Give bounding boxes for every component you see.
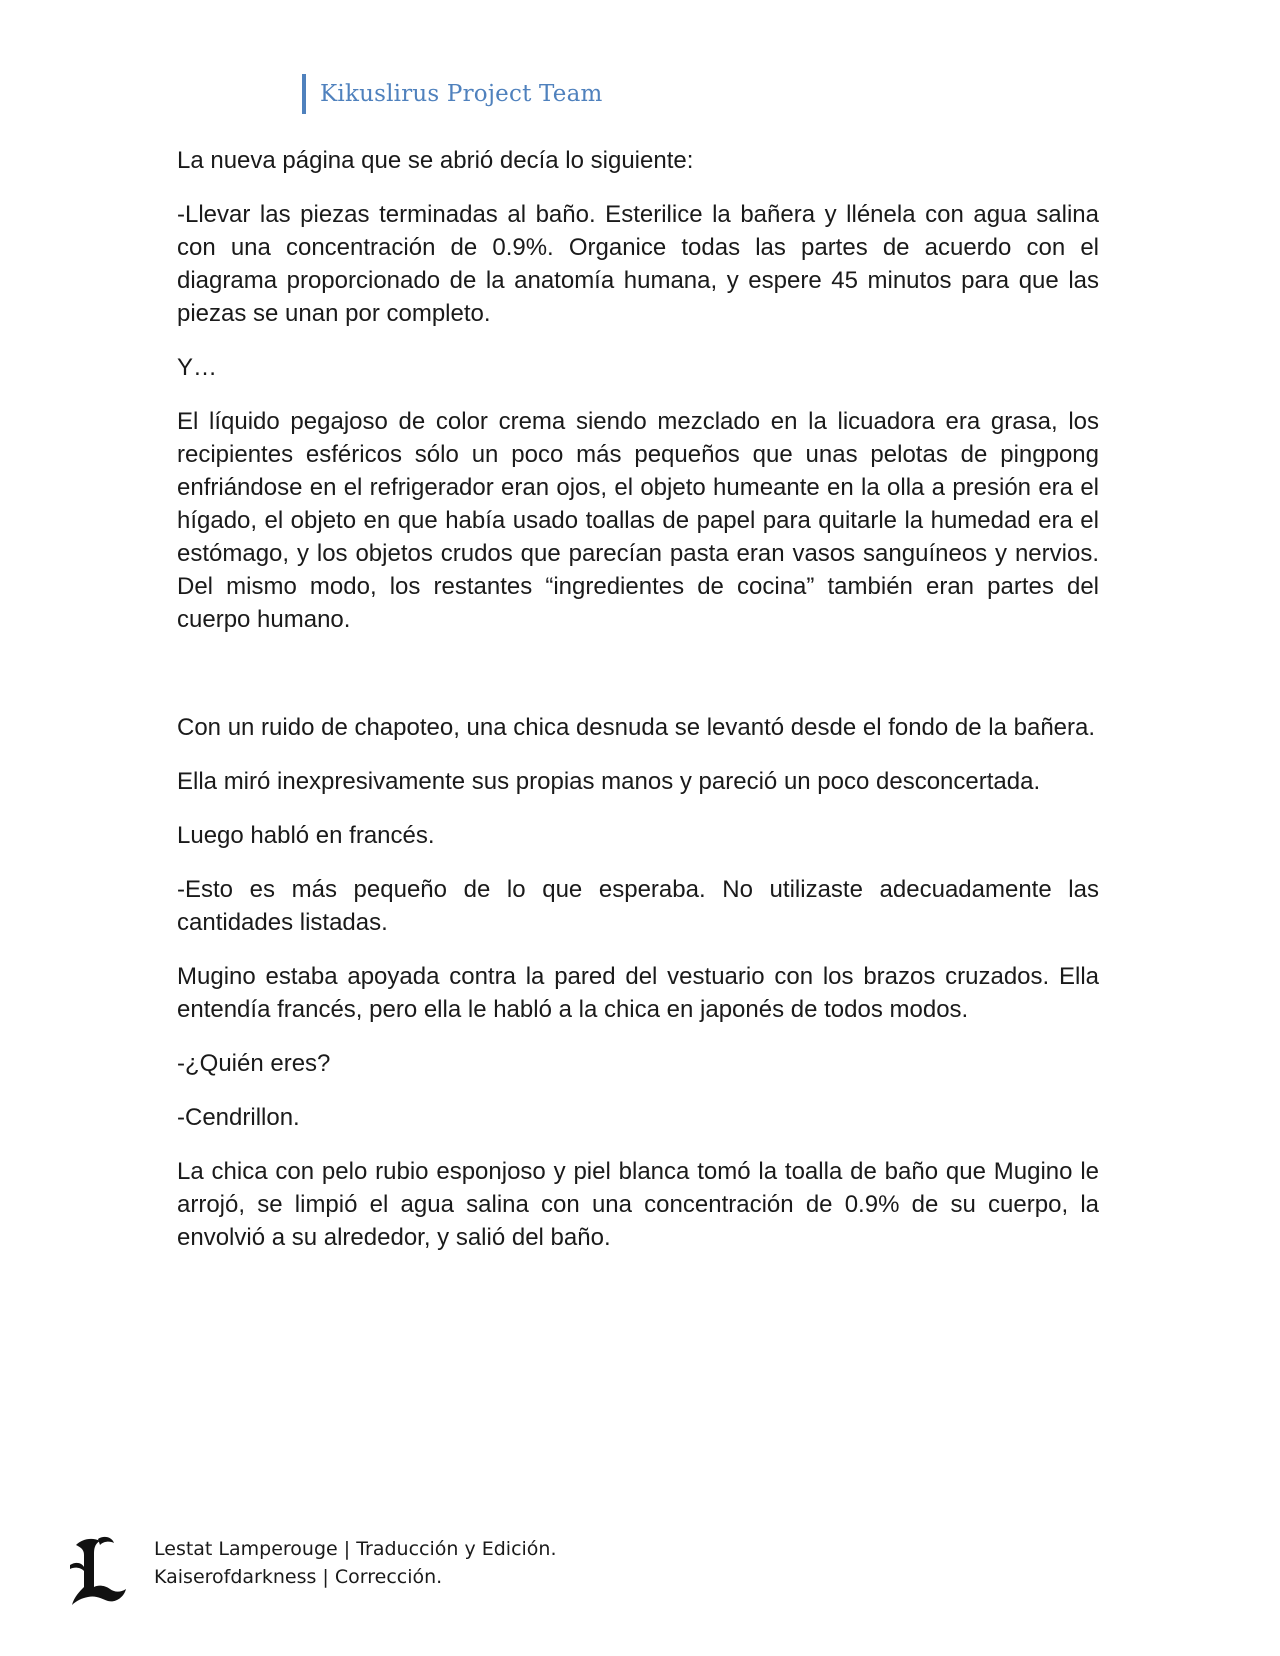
paragraph: -Cendrillon. (177, 1104, 300, 1131)
paragraph: Con un ruido de chapoteo, una chica desnuda se levantó desde el fondo de la bañera. (177, 714, 1096, 741)
credit-line-translation: Lestat Lamperouge | Traducción y Edición. (154, 1538, 557, 1560)
page-header (302, 74, 603, 114)
page-footer (68, 1535, 557, 1605)
paragraph: Luego habló en francés. (177, 822, 435, 849)
paragraph: -¿Quién eres? (177, 1050, 331, 1077)
paragraph: La nueva página que se abrió decía lo siguiente: (177, 147, 694, 174)
paragraph: La chica con pelo rubio esponjoso y piel blanca tomó la toalla de baño que Mugino le arrojó, se limpió el agua salina con una concentración de 0.9% de su cuerpo, la envolvió a su alrededor, y salió del baño. (177, 1158, 1099, 1251)
gothic-letter-l-logo-icon (68, 1535, 130, 1605)
header-title: Kikuslirus Project Team (320, 81, 603, 107)
paragraph: El líquido pegajoso de color crema siendo mezclado en la licuadora era grasa, los recipientes esféricos sólo un poco más pequeños que unas pelotas de pingpong enfriándose en el refrigerador eran ojos, el objeto humeante en la olla a presión era el hígado, el objeto en que había usado toallas de papel para quitarle la humedad era el estómago, y los objetos crudos que parecían pasta eran vasos sanguíneos y nervios. Del mismo modo, los restantes “ingredientes de cocina” también eran partes del cuerpo humano. (177, 408, 1099, 633)
paragraph: Y… (177, 354, 218, 381)
credits (154, 1535, 557, 1591)
paragraph: -Llevar las piezas terminadas al baño. Esterilice la bañera y llénela con agua salina con una concentración de 0.9%. Organice todas las partes de acuerdo con el diagrama proporcionado de la anatomía humana, y espere 45 minutos para que las piezas se unan por completo. (177, 201, 1099, 327)
paragraph: Ella miró inexpresivamente sus propias manos y pareció un poco desconcertada. (177, 768, 1041, 795)
body-text (177, 144, 1099, 1275)
credit-line-correction: Kaiserofdarkness | Corrección. (154, 1566, 443, 1588)
paragraph: Mugino estaba apoyada contra la pared del vestuario con los brazos cruzados. Ella entendía francés, pero ella le habló a la chica en japonés de todos modos. (177, 963, 1099, 1023)
paragraph: -Esto es más pequeño de lo que esperaba. No utilizaste adecuadamente las cantidades listadas. (177, 876, 1099, 936)
